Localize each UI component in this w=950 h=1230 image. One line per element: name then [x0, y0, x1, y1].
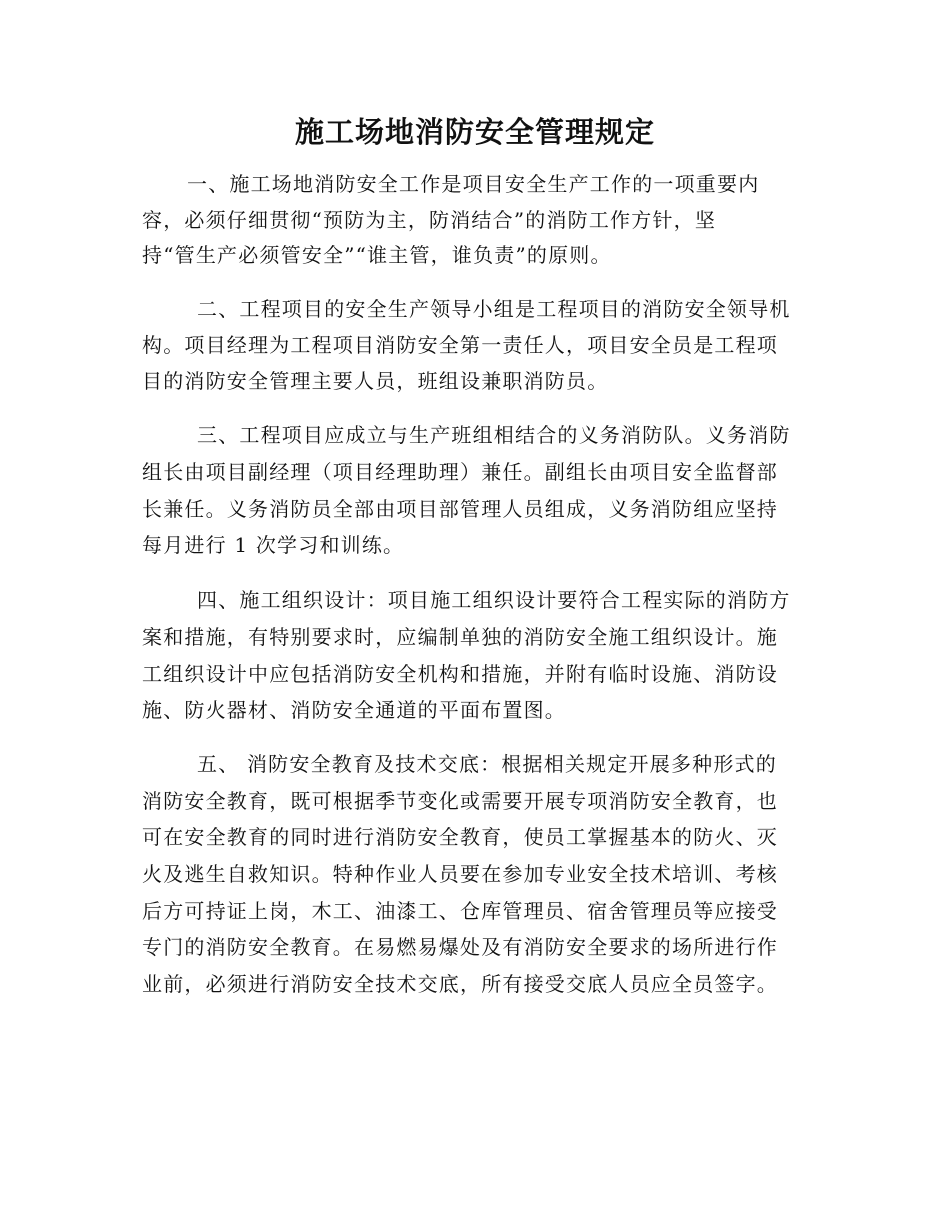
paragraph-4-line-2: 案和措施，有特别要求时，应编制单独的消防安全施工组织设计。施 — [142, 625, 778, 649]
paragraph-1-line-1: 一、施工场地消防安全工作是项目安全生产工作的一项重要内 — [187, 172, 760, 196]
paragraph-4-line-4: 施、防火器材、消防安全通道的平面布置图。 — [142, 698, 566, 722]
paragraph-5-line-5: 后方可持证上岗，木工、油漆工、仓库管理员、宿舍管理员等应接受 — [142, 899, 778, 923]
paragraph-3-line-1: 三、工程项目应成立与生产班组相结合的义务消防队。义务消防 — [197, 423, 791, 447]
paragraph-5-line-4: 火及逃生自救知识。特种作业人员要在参加专业安全技术培训、考核 — [142, 862, 778, 886]
paragraph-2-line-3: 目的消防安全管理主要人员，班组设兼职消防员。 — [142, 369, 609, 393]
paragraph-5-line-2: 消防安全教育，既可根据季节变化或需要开展专项消防安全教育，也 — [142, 789, 778, 813]
paragraph-5-line-1: 五、 消防安全教育及技术交底：根据相关规定开展多种形式的 — [197, 752, 777, 776]
paragraph-4-line-3: 工组织设计中应包括消防安全机构和措施，并附有临时设施、消防设 — [142, 662, 778, 686]
paragraph-5-line-6: 专门的消防安全教育。在易燃易爆处及有消防安全要求的场所进行作 — [142, 935, 778, 959]
paragraph-2-line-2: 构。项目经理为工程项目消防安全第一责任人，项目安全员是工程项 — [142, 333, 778, 357]
paragraph-4-line-1: 四、施工组织设计：项目施工组织设计要符合工程实际的消防方 — [197, 588, 791, 612]
paragraph-1-line-2: 容，必须仔细贯彻“预防为主，防消结合”的消防工作方针，坚 — [142, 208, 717, 232]
paragraph-3-line-2: 组长由项目副经理（项目经理助理）兼任。副组长由项目安全监督部 — [142, 460, 778, 484]
paragraph-5-line-7: 业前，必须进行消防安全技术交底，所有接受交底人员应全员签字。 — [142, 972, 778, 996]
paragraph-1-line-3: 持“管生产必须管安全”“谁主管，谁负责”的原则。 — [142, 243, 612, 267]
paragraph-3-line-4: 每月进行 1 次学习和训练。 — [142, 533, 405, 557]
paragraph-2-line-1: 二、工程项目的安全生产领导小组是工程项目的消防安全领导机 — [197, 297, 791, 321]
paragraph-5-line-3: 可在安全教育的同时进行消防安全教育，使员工掌握基本的防火、灭 — [142, 825, 778, 849]
paragraph-3-line-3: 长兼任。义务消防员全部由项目部管理人员组成，义务消防组应坚持 — [142, 497, 778, 521]
document-title: 施工场地消防安全管理规定 — [294, 115, 655, 149]
